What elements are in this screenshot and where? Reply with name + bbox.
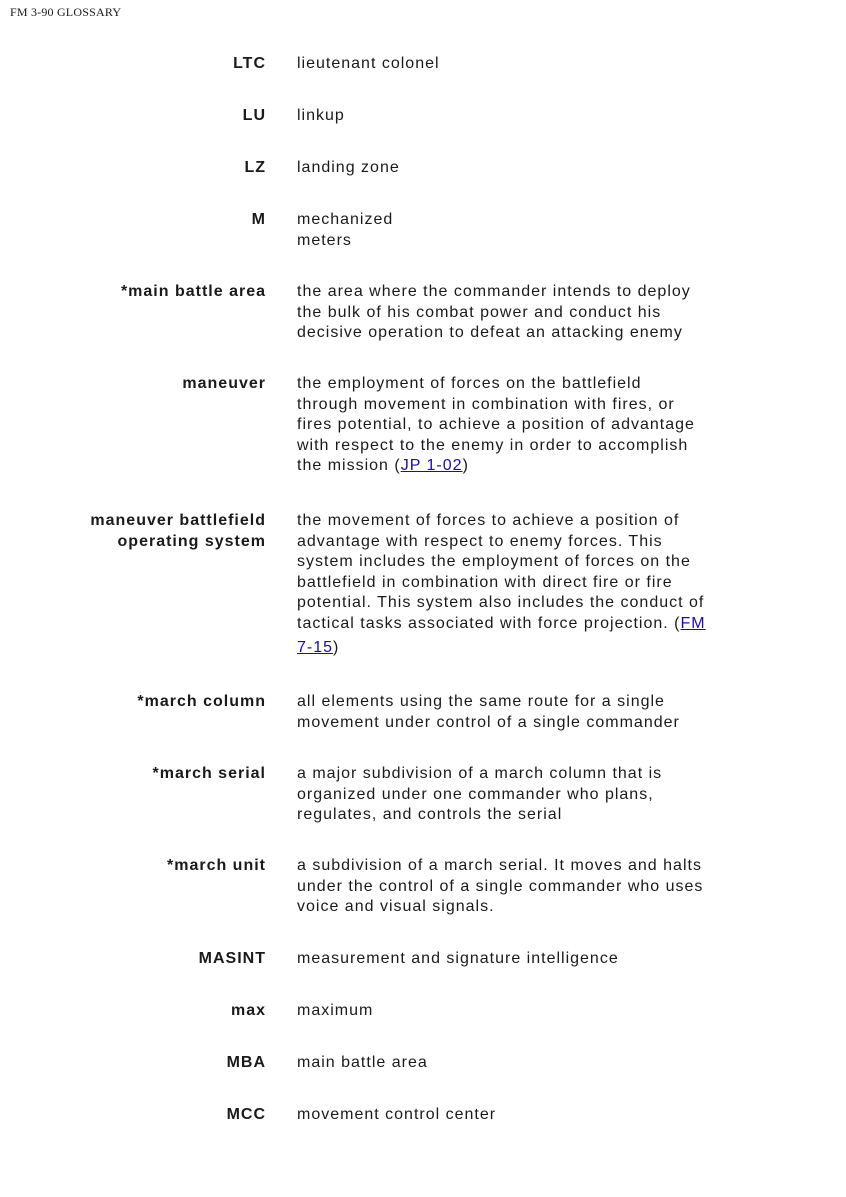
glossary-definition [297, 282, 777, 344]
reference-link[interactable]: JP 1-02 [400, 457, 463, 475]
term-line: max [230, 1002, 266, 1019]
definition-line: lieutenant colonel [297, 55, 440, 72]
definition-line: the bulk of his combat power and conduct his [297, 303, 662, 321]
definition-line: 7-15) [297, 638, 340, 656]
glossary-definition [297, 210, 777, 251]
glossary-term [6, 1001, 266, 1022]
definition-line: measurement and signature intelligence [297, 950, 619, 967]
glossary-term [6, 1053, 266, 1074]
definition-line: fires potential, to achieve a position of advantage [297, 416, 695, 434]
term-line: LTC [233, 55, 266, 72]
glossary-definition [297, 54, 777, 75]
definition-line: the movement of forces to achieve a position of [297, 512, 680, 529]
reference-link[interactable]: 7-15 [297, 638, 334, 656]
term-line: *main battle area [120, 283, 266, 300]
definition-line: maximum [297, 1002, 374, 1019]
definition-line: decisive operation to defeat an attacking enemy [297, 324, 683, 342]
glossary-term [6, 210, 266, 231]
glossary-definition [297, 106, 777, 127]
definition-line: regulates, and controls the serial [297, 806, 563, 824]
glossary-definition [297, 692, 777, 733]
definition-line: the mission (JP 1-02) [297, 457, 469, 475]
term-line: maneuver battlefield [90, 512, 266, 529]
term-line: LU [242, 107, 266, 124]
definition-line: main battle area [297, 1054, 428, 1071]
definition-line: through movement in combination with fires, or [297, 395, 675, 413]
glossary-term [6, 282, 266, 303]
term-line: MBA [226, 1054, 266, 1071]
glossary-term [6, 764, 266, 785]
glossary-definition [297, 1001, 777, 1022]
term-line: M [251, 211, 266, 228]
glossary-term [6, 158, 266, 179]
definition-line: potential. This system also includes the conduct of [297, 594, 705, 612]
definition-line: tactical tasks associated with force projection. (FM [297, 614, 706, 632]
definition-line: with respect to the enemy in order to accomplish [297, 436, 689, 454]
glossary-term [6, 511, 266, 552]
glossary-term [6, 374, 266, 395]
term-line: maneuver [182, 375, 266, 392]
definition-line: mechanized [297, 211, 394, 228]
glossary-definition [297, 1105, 777, 1126]
definition-line: battlefield in combination with direct fire or fire [297, 573, 673, 591]
definition-line: under the control of a single commander who uses [297, 877, 704, 895]
term-line: *march unit [166, 857, 266, 874]
term-line: operating system [117, 532, 266, 550]
reference-link[interactable]: FM [680, 614, 706, 632]
definition-line: organized under one commander who plans, [297, 785, 654, 803]
term-line: *march column [137, 693, 266, 710]
glossary-definition [297, 374, 777, 477]
definition-line: a subdivision of a march serial. It moves and halts [297, 857, 702, 874]
term-line: LZ [244, 159, 266, 176]
definition-line: the employment of forces on the battlefield [297, 375, 642, 392]
glossary-term [6, 1105, 266, 1126]
definition-line: a major subdivision of a march column that is [297, 765, 663, 782]
definition-line: meters [297, 231, 352, 249]
glossary-term [6, 692, 266, 713]
glossary-term [6, 949, 266, 970]
term-line: *march serial [152, 765, 266, 782]
definition-line: advantage with respect to enemy forces. This [297, 532, 663, 550]
glossary-definition [297, 856, 777, 918]
definition-line: movement under control of a single commander [297, 713, 680, 731]
glossary-definition [297, 158, 777, 179]
definition-line: landing zone [297, 159, 400, 176]
running-header: FM 3-90 GLOSSARY [10, 5, 122, 19]
definition-line: movement control center [297, 1106, 497, 1123]
term-line: MCC [226, 1106, 266, 1123]
definition-line: voice and visual signals. [297, 898, 495, 916]
definition-line: all elements using the same route for a single [297, 693, 665, 710]
definition-line: the area where the commander intends to deploy [297, 283, 691, 300]
glossary-definition [297, 511, 777, 658]
glossary-definition [297, 949, 777, 970]
definition-line: system includes the employment of forces on the [297, 553, 691, 571]
glossary-definition [297, 1053, 777, 1074]
term-line: MASINT [198, 950, 266, 967]
glossary-term [6, 54, 266, 75]
glossary-term [6, 106, 266, 127]
definition-line: linkup [297, 107, 345, 124]
glossary-definition [297, 764, 777, 826]
glossary-term [6, 856, 266, 877]
